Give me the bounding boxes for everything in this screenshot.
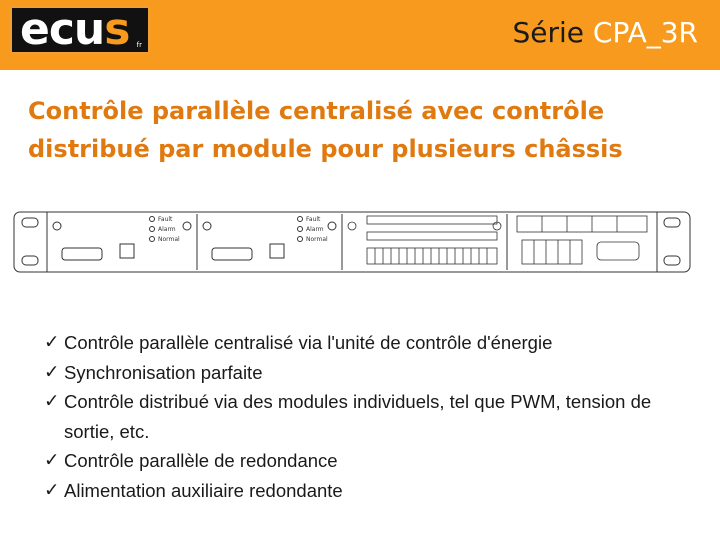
series-code: CPA_3R [592, 16, 698, 49]
control-unit [348, 216, 501, 264]
series-label: Série [512, 16, 585, 49]
power-module-1 [53, 216, 191, 260]
check-icon: ✓ [44, 391, 60, 412]
db-connector-icon [212, 248, 252, 260]
slide-title-line1: Contrôle parallèle centralisé avec contrôle [28, 97, 605, 125]
normal-label: Normal [306, 236, 328, 243]
alarm-label: Alarm [158, 226, 176, 233]
logo-wordmark-part2: s [104, 4, 130, 55]
ecus-logo [10, 6, 150, 54]
feature-item-text: Contrôle parallèle de redondance [64, 450, 338, 471]
feature-item-text: Contrôle parallèle centralisé via l'unité de contrôle d'énergie [64, 332, 553, 353]
series-title [512, 16, 698, 49]
header-bar [0, 0, 720, 70]
feature-item [44, 328, 684, 358]
feature-item [44, 446, 684, 476]
check-icon: ✓ [44, 332, 60, 353]
rack-frame [14, 212, 690, 272]
logo-wordmark-part1: ecu [20, 4, 105, 55]
normal-label: Normal [158, 236, 180, 243]
slide-title [28, 92, 668, 168]
feature-item [44, 387, 684, 446]
feature-item [44, 476, 684, 506]
slide-title-line2: distribué par module pour plusieurs châssis [28, 135, 623, 163]
rack-panel-diagram [12, 208, 692, 278]
logo-wordmark [20, 4, 129, 56]
rj45-port-icon [270, 244, 284, 258]
feature-item [44, 358, 684, 388]
check-icon: ✓ [44, 479, 60, 501]
fault-label: Fault [306, 216, 321, 223]
db-connector-icon [597, 242, 639, 260]
rj45-port-icon [120, 244, 134, 258]
feature-item-text: Synchronisation parfaite [64, 361, 263, 383]
feature-list [44, 328, 684, 505]
comm-unit [517, 216, 647, 264]
fault-label: Fault [158, 216, 173, 223]
logo-suffix: fr [136, 41, 142, 49]
db-connector-icon [62, 248, 102, 260]
power-module-2 [203, 216, 336, 260]
check-icon: ✓ [44, 450, 60, 471]
check-icon: ✓ [44, 361, 60, 383]
alarm-label: Alarm [306, 226, 324, 233]
feature-item-text: Alimentation auxiliaire redondante [64, 479, 343, 501]
feature-item-text: Contrôle distribué via des modules individuels, tel que PWM, tension de sortie, etc. [64, 391, 652, 442]
